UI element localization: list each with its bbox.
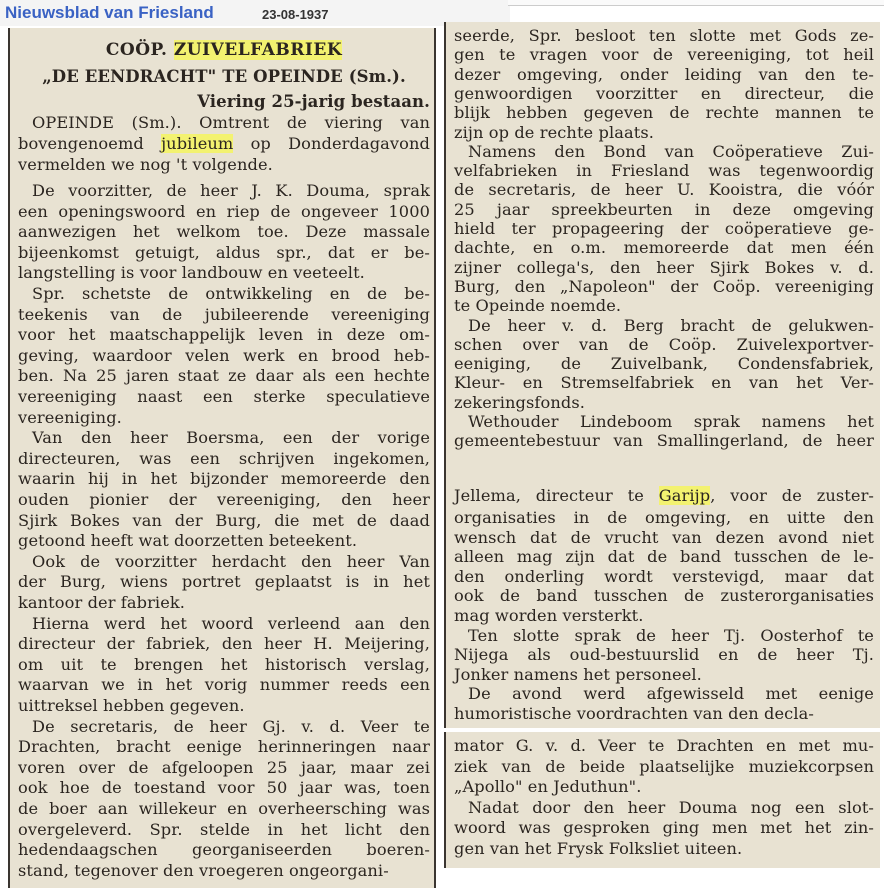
text-line: Spr. schetste de ontwikkeling en de be- (32, 284, 430, 303)
text-line: Hierna werd het woord verleend aan den (32, 613, 430, 633)
top-strip (508, 0, 884, 6)
text-line: voren over de afgeloopen 25 jaar, maar zei (18, 757, 430, 777)
text-line: dachte, en o.m. memoreerde dat men één (454, 238, 874, 258)
text-line: Sjirk Bokes van der Burg, die met de daad (18, 510, 430, 530)
text-line: gemeentebestuur van Smallingerland, de heer (454, 431, 874, 451)
text-line: directeur der fabriek, den heer H. Meijering, (18, 634, 430, 654)
text-line: stand, tegenover den vroegeren ongeorgani- (18, 860, 389, 880)
article-column-2 (444, 22, 880, 728)
text-line: Jellema, directeur te Garijp, voor de zuster- (454, 486, 874, 505)
text-line: hedendaagschen georganiseerden boeren- (18, 840, 430, 860)
text-line: bovengenoemd jubileum op Donderdagavond (18, 134, 431, 153)
text-line: teekenis van de jubileerende vereeniging (18, 304, 430, 324)
highlight-zuivelfabriek: ZUIVELFABRIEK (173, 40, 343, 60)
text-line: alleen mag zijn dat de band tusschen de le- (454, 547, 874, 567)
article-kicker: Viering 25-jarig bestaan. (197, 92, 430, 111)
column-rule-left (444, 732, 446, 868)
text-line: Nijega als oud-bestuurslid en de heer Tj. (454, 645, 874, 665)
text-line: Wethouder Lindeboom sprak namens het (468, 412, 874, 431)
column-rule-left (444, 22, 446, 728)
text-line: genwoordigen voorzitter en directeur, die (454, 83, 874, 103)
article-column-1 (8, 28, 436, 888)
text-line: organisaties in de omgeving, en uitte den (454, 508, 874, 527)
text-line: schen over van de Coöp. Zuivelexportver- (454, 334, 874, 354)
text-line: voor het maatschappelijk leven in deze om- (18, 325, 430, 345)
text-line: 25 jaar spreekbeurten in deze omgeving (454, 199, 874, 219)
highlight-garijp: Garijp (658, 486, 711, 505)
text-line: uittreksel hebben gegeven. (18, 696, 245, 715)
text-line: vereeniging naast een sterke speculatieve (18, 387, 430, 406)
text-line: de secretaris, de heer U. Kooistra, die vóór (454, 180, 874, 200)
article-heading: COÖP. ZUIVELFABRIEK (105, 40, 343, 60)
text-line: aanwezigen het welkom toe. Deze massale (18, 222, 430, 242)
text-line: een openingswoord en riep de ongeveer 1000 (18, 201, 430, 221)
text-line: Namens den Bond van Coöperatieve Zui- (468, 141, 874, 161)
text-line: waarvan we in het vorig nummer reeds een (18, 675, 430, 695)
text-line: seerde, Spr. besloot ten slotte met Gods ze- (454, 26, 874, 45)
text-line: ook de band tusschen de zusterorganisaties (454, 586, 874, 606)
text-line: directeuren, was een schrijven ingekomen, (18, 448, 430, 468)
article-subheading: „DE EENDRACHT" TE OPEINDE (Sm.). (42, 67, 406, 86)
text-line: overgeleverd. Spr. stelde in het licht den (18, 819, 430, 839)
publication-date: 23-08-1937 (262, 7, 329, 22)
text-line: te Opeinde noemde. (454, 296, 622, 316)
text-line: waarin hij in het bijzonder memoreerde den (18, 469, 430, 489)
text-line: Ten slotte sprak de heer Tj. Oosterhof te (468, 625, 874, 645)
text-line: Jonker namens het personeel. (454, 664, 702, 684)
text-line: om uit te brengen het historisch verslag, (18, 654, 430, 674)
article-column-3 (444, 732, 880, 868)
text-line: eeniging, de Zuivelbank, Condensfabriek, (454, 354, 874, 374)
text-line: ouden pionier der vereeniging, den heer (18, 490, 430, 509)
text-line: „Apollo" en Jeduthun". (454, 777, 642, 796)
text-line: gen te vragen voor de vereeniging, tot heil (454, 45, 874, 65)
text-line: mag worden versterkt. (454, 606, 644, 625)
text-line: De secretaris, de heer Gj. v. d. Veer te (32, 716, 430, 736)
text-line: bijeenkomst getuigt, aldus spr., dat er be- (18, 242, 430, 262)
text-line: blijk hebben gegeven de rechte mannen te (454, 103, 874, 123)
text-line: ook hoe de toestand voor 50 jaar was, toen (18, 778, 430, 798)
newspaper-name: Nieuwsblad van Friesland (5, 3, 214, 22)
text-line: gen van het Frysk Folksliet uiteen. (454, 838, 743, 858)
column-rule-left (8, 28, 10, 888)
text-line: De voorzitter, de heer J. K. Douma, sprak (32, 181, 430, 200)
text-line: mator G. v. d. Veer te Drachten en met mu- (454, 736, 874, 755)
text-line: Burg, den „Napoleon" der Coöp. vereeniging (454, 276, 874, 296)
text-line: geving, waardoor velen werk en brood heb- (18, 345, 430, 365)
text-line: Nadat door den heer Douma nog een slot- (468, 797, 874, 817)
clipping-header (0, 0, 510, 26)
text-line: ziek van de beide plaatselijke muziekcorpsen (454, 756, 874, 776)
text-line: Ook de voorzitter herdacht den heer Van (32, 551, 430, 571)
text-line: humoristische voordrachten van den decla- (454, 704, 814, 723)
text-line: zijner collega's, den heer Sjirk Bokes v. d. (454, 257, 874, 277)
text-line: wensch dat de vrucht van dezen avond niet (454, 527, 874, 547)
text-line: ben. Na 25 jaren staat ze daar als een hechte (18, 366, 430, 386)
text-line: der Burg, wiens portret geplaatst is in het (18, 572, 430, 592)
text-line: woord was gesproken ging men met het zin- (454, 818, 874, 837)
text-line: zijn op de rechte plaats. (454, 122, 654, 142)
text-line: vermelden we nog 't volgende. (18, 155, 273, 174)
text-line: den onderling wordt verstevigd, maar dat (454, 566, 874, 586)
text-line: langstelling is voor landbouw en veeteelt. (18, 263, 365, 283)
text-line: dezer omgeving, onder leiding van den te- (454, 64, 874, 84)
text-line: De heer v. d. Berg bracht de gelukwen- (468, 315, 874, 335)
highlight-jubileum: jubileum (161, 134, 234, 153)
text-line: OPEINDE (Sm.). Omtrent de viering van (32, 113, 430, 132)
text-line: Van den heer Boersma, een der vorige (32, 428, 430, 448)
text-line: zekeringsfonds. (454, 392, 585, 412)
text-line: getoond heeft wat doorzetten beteekent. (18, 531, 358, 551)
text-line: hield ter propageering der coöperatieve ge- (454, 219, 874, 238)
column-rule-right (434, 28, 436, 888)
text-line: De avond werd afgewisseld met eenige (468, 684, 874, 704)
text-line: Drachten, bracht eenige herinneringen naar (18, 737, 430, 757)
text-line: Kleur- en Stremselfabriek en van het Ver- (454, 373, 874, 393)
text-line: velfabrieken in Friesland was tegenwoordig (454, 161, 874, 181)
text-line: de boer aan willekeur en overheersching was (18, 799, 430, 818)
text-line: vereeniging. (18, 407, 122, 427)
text-line: kantoor der fabriek. (18, 593, 186, 612)
